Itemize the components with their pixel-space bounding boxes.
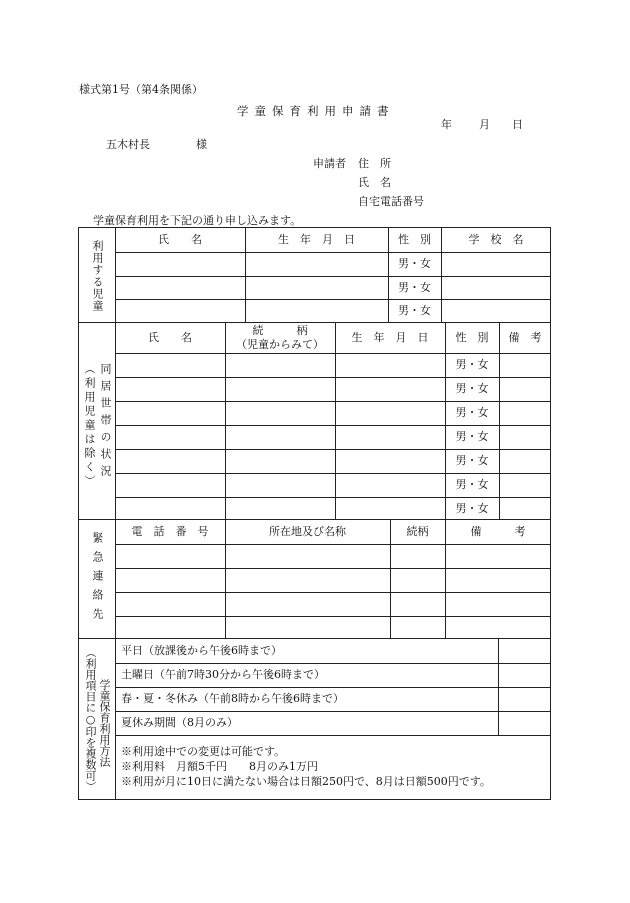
- usage-option-holidays: 春・夏・冬休み（午前8時から午後6時まで）: [121, 692, 344, 705]
- emergency-header-note: 備 考: [470, 525, 526, 538]
- emergency-table: [78, 519, 551, 639]
- usage-mark-cell-holidays[interactable]: [498, 687, 551, 711]
- emergency-header-phone: 電 話 番 号: [131, 525, 209, 538]
- children-header-name: 氏 名: [158, 233, 202, 246]
- children-gender-option[interactable]: 男・女: [398, 304, 431, 317]
- applicant-address-label: 住 所: [358, 157, 391, 170]
- applicant-label: 申請者: [313, 157, 346, 170]
- children-header-gender: 性 別: [398, 233, 431, 246]
- emergency-header-location: 所在地及び名称: [269, 525, 346, 538]
- household-gender-option[interactable]: 男・女: [455, 406, 489, 419]
- usage-mark-cell-summer-august[interactable]: [498, 711, 551, 735]
- household-header-gender: 性 別: [455, 331, 489, 344]
- children-table: [78, 227, 551, 323]
- household-table: [78, 322, 551, 520]
- household-gender-option[interactable]: 男・女: [455, 382, 489, 395]
- household-header-birthdate: 生 年 月 日: [351, 331, 429, 344]
- date-year: 年: [441, 118, 452, 131]
- emergency-header-relation: 続柄: [406, 525, 429, 538]
- intro-text: 学童保育利用を下記の通り申し込みます。: [93, 214, 302, 227]
- household-gender-option[interactable]: 男・女: [455, 454, 489, 467]
- form-number: 様式第1号（第4条関係）: [79, 83, 203, 96]
- household-header-relation-sub: （児童からみて）: [236, 338, 324, 351]
- usage-note: ※利用料 月額5千円 8月のみ1万円: [121, 760, 318, 773]
- form-title: 学童保育利用申請書: [237, 104, 395, 118]
- children-header-birthdate: 生 年 月 日: [278, 233, 355, 246]
- children-gender-option[interactable]: 男・女: [398, 257, 431, 270]
- household-header-relation: 続 柄: [252, 324, 308, 337]
- household-section-note: （利用児童は除く）: [83, 363, 96, 489]
- household-header-note: 備 考: [508, 331, 542, 344]
- usage-section-note: （利用項目に○印を複数可）: [84, 646, 97, 792]
- household-gender-option[interactable]: 男・女: [455, 430, 489, 443]
- household-section-label: 同居世帯の状況: [99, 363, 112, 482]
- date-day: 日: [512, 118, 523, 131]
- emergency-section-label: 緊急連絡先: [91, 532, 104, 627]
- children-gender-option[interactable]: 男・女: [398, 280, 431, 294]
- addressee-honorific: 様: [196, 138, 207, 151]
- household-gender-option[interactable]: 男・女: [455, 501, 489, 515]
- usage-section-label: 学童保育利用方法: [98, 678, 111, 767]
- applicant-name-label: 氏 名: [358, 176, 391, 189]
- children-header-school: 学 校 名: [468, 233, 524, 246]
- usage-option-saturday: 土曜日（午前7時30分から午後6時まで）: [121, 668, 325, 681]
- usage-mark-cell-weekday[interactable]: [498, 639, 551, 663]
- household-gender-option[interactable]: 男・女: [455, 358, 489, 371]
- applicant-phone-label: 自宅電話番号: [358, 195, 424, 208]
- usage-table: [78, 638, 551, 800]
- household-header-name: 氏 名: [148, 331, 192, 344]
- date-month: 月: [479, 118, 490, 131]
- usage-note: ※利用が月に10日に満たない場合は日額250円で、8月は日額500円です。: [121, 775, 491, 788]
- addressee-name: 五木村長: [106, 138, 150, 151]
- usage-note: ※利用途中での変更は可能です。: [121, 745, 286, 758]
- children-section-label: 利用する児童: [91, 239, 104, 312]
- usage-mark-cell-saturday[interactable]: [498, 663, 551, 687]
- household-gender-option[interactable]: 男・女: [455, 478, 489, 491]
- usage-option-weekday: 平日（放課後から午後6時まで）: [121, 644, 282, 657]
- usage-option-summer-august: 夏休み期間（8月のみ）: [121, 716, 238, 729]
